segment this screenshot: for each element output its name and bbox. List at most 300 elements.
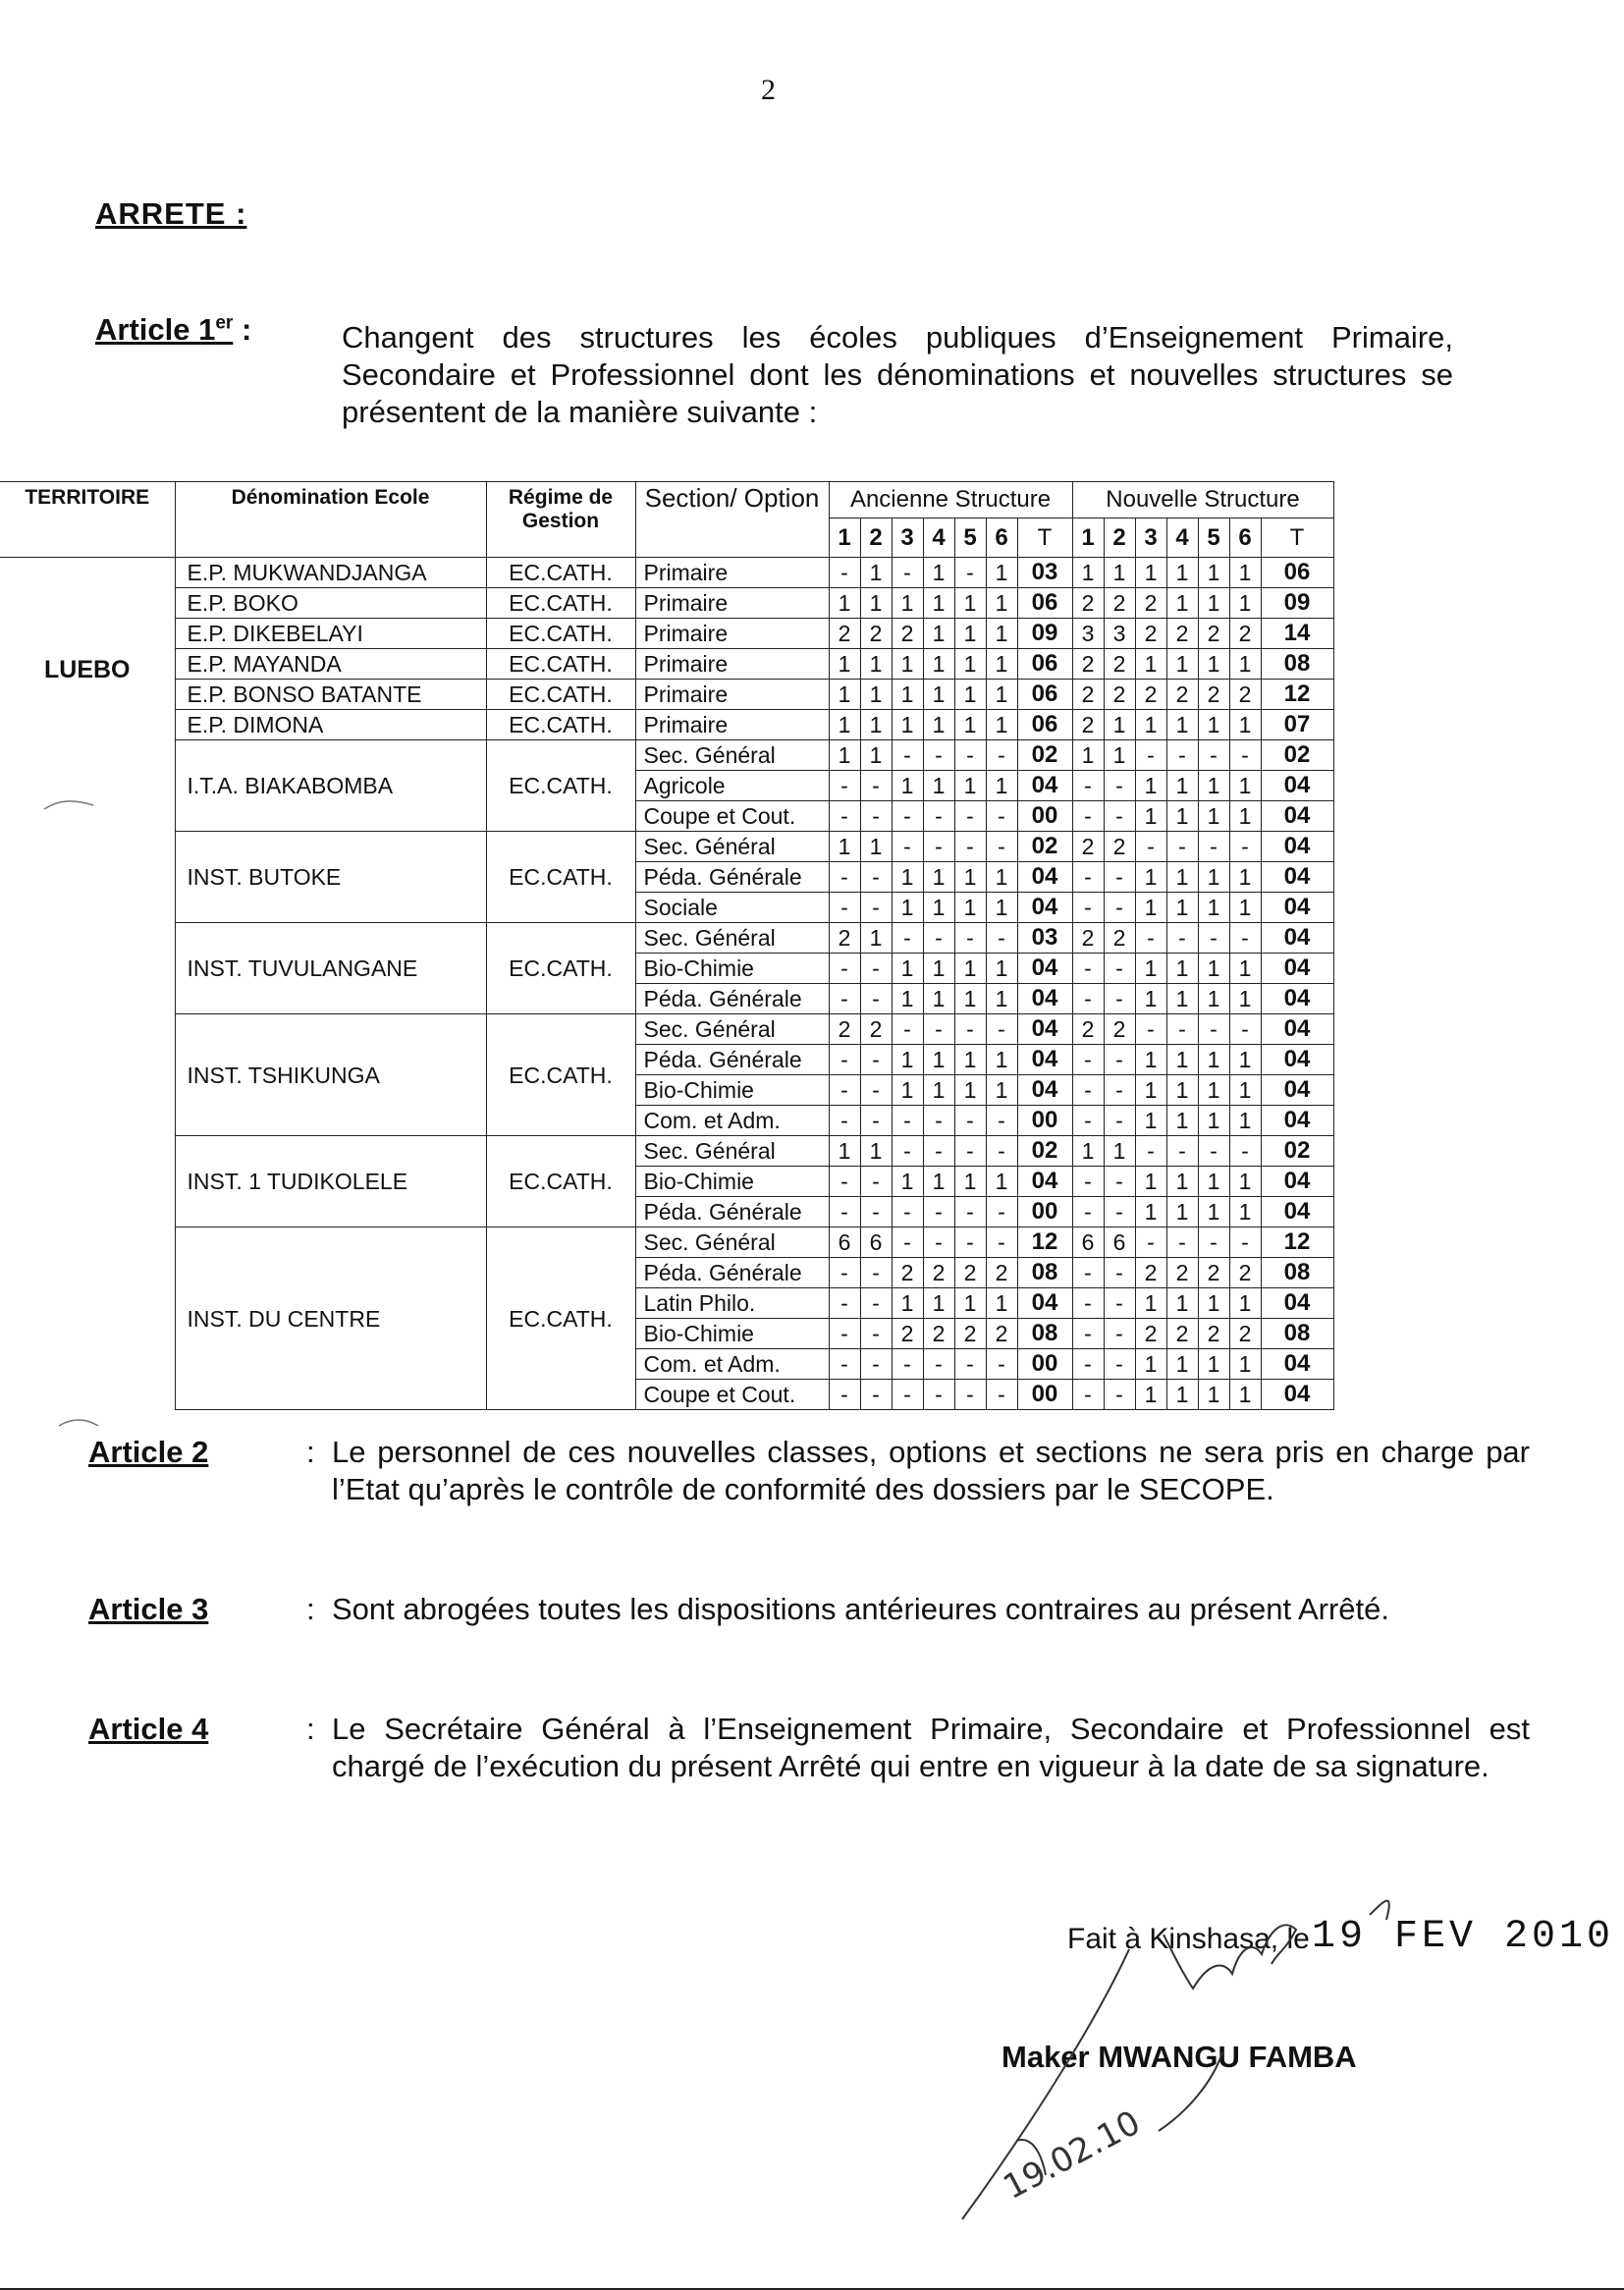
arrete-heading: ARRETE : xyxy=(95,196,247,231)
new-count-cell: 2 xyxy=(1198,1258,1229,1288)
old-count-cell: 1 xyxy=(829,832,860,862)
new-count-cell: 1 xyxy=(1166,893,1198,923)
old-count-cell: 1 xyxy=(954,588,986,619)
old-count-cell: 1 xyxy=(986,680,1017,710)
old-count-cell: 1 xyxy=(986,1075,1017,1106)
new-count-cell: - xyxy=(1135,923,1166,954)
header-old-col-6: 6 xyxy=(986,518,1017,558)
old-count-cell: 1 xyxy=(986,710,1017,740)
old-count-cell: - xyxy=(860,954,892,984)
school-name: INST. TSHIKUNGA xyxy=(175,1014,486,1136)
new-count-cell: 1 xyxy=(1072,558,1104,588)
school-regime: EC.CATH. xyxy=(486,710,635,740)
old-count-cell: 2 xyxy=(860,619,892,649)
new-count-cell: 1 xyxy=(1229,1106,1261,1136)
header-denomination: Dénomination Ecole xyxy=(175,482,486,558)
new-total-cell: 04 xyxy=(1261,862,1333,893)
old-count-cell: 1 xyxy=(954,893,986,923)
new-count-cell: - xyxy=(1104,1349,1135,1380)
old-count-cell: - xyxy=(954,740,986,771)
old-count-cell: 1 xyxy=(923,1288,954,1319)
header-regime: Régime de Gestion xyxy=(486,482,635,558)
new-count-cell: 1 xyxy=(1229,893,1261,923)
old-count-cell: 1 xyxy=(892,1045,923,1075)
new-count-cell: - xyxy=(1198,1136,1229,1167)
old-count-cell: - xyxy=(923,1227,954,1258)
old-count-cell: 1 xyxy=(923,558,954,588)
new-count-cell: 1 xyxy=(1198,893,1229,923)
old-count-cell: 1 xyxy=(954,649,986,680)
old-count-cell: - xyxy=(954,1227,986,1258)
old-total-cell: 12 xyxy=(1017,1227,1072,1258)
old-total-cell: 04 xyxy=(1017,954,1072,984)
old-count-cell: 1 xyxy=(923,862,954,893)
new-count-cell: 1 xyxy=(1229,1167,1261,1197)
old-count-cell: 1 xyxy=(892,649,923,680)
new-total-cell: 04 xyxy=(1261,1075,1333,1106)
new-count-cell: 1 xyxy=(1198,649,1229,680)
old-count-cell: 1 xyxy=(829,649,860,680)
new-total-cell: 04 xyxy=(1261,1106,1333,1136)
old-count-cell: 1 xyxy=(829,680,860,710)
new-count-cell: 1 xyxy=(1198,801,1229,832)
new-count-cell: 1 xyxy=(1135,1075,1166,1106)
new-total-cell: 04 xyxy=(1261,1167,1333,1197)
old-count-cell: 6 xyxy=(829,1227,860,1258)
old-count-cell: - xyxy=(986,1014,1017,1045)
section-option: Primaire xyxy=(635,588,829,619)
school-regime: EC.CATH. xyxy=(486,923,635,1014)
new-count-cell: 1 xyxy=(1166,1045,1198,1075)
old-total-cell: 04 xyxy=(1017,1167,1072,1197)
new-count-cell: 1 xyxy=(1198,1167,1229,1197)
school-regime: EC.CATH. xyxy=(486,1136,635,1227)
header-new-col-3: 3 xyxy=(1135,518,1166,558)
old-total-cell: 04 xyxy=(1017,1075,1072,1106)
new-count-cell: 1 xyxy=(1135,801,1166,832)
old-count-cell: 1 xyxy=(986,954,1017,984)
old-count-cell: - xyxy=(954,832,986,862)
old-count-cell: 1 xyxy=(923,984,954,1014)
old-count-cell: - xyxy=(986,801,1017,832)
old-count-cell: - xyxy=(923,1136,954,1167)
old-count-cell: 1 xyxy=(986,558,1017,588)
page-number: 2 xyxy=(761,74,776,106)
new-count-cell: 1 xyxy=(1166,588,1198,619)
old-count-cell: - xyxy=(829,1106,860,1136)
old-count-cell: 2 xyxy=(860,1014,892,1045)
new-count-cell: - xyxy=(1135,1014,1166,1045)
new-count-cell: 1 xyxy=(1166,649,1198,680)
new-count-cell: 1 xyxy=(1198,771,1229,801)
new-count-cell: - xyxy=(1104,984,1135,1014)
old-count-cell: - xyxy=(954,1014,986,1045)
new-count-cell: 1 xyxy=(1229,1349,1261,1380)
new-total-cell: 04 xyxy=(1261,1288,1333,1319)
new-count-cell: - xyxy=(1072,1045,1104,1075)
school-name: E.P. BONSO BATANTE xyxy=(175,680,486,710)
old-count-cell: 1 xyxy=(892,588,923,619)
section-option: Primaire xyxy=(635,710,829,740)
new-count-cell: - xyxy=(1135,740,1166,771)
section-option: Primaire xyxy=(635,649,829,680)
section-option: Bio-Chimie xyxy=(635,954,829,984)
old-count-cell: - xyxy=(892,923,923,954)
new-count-cell: 1 xyxy=(1166,771,1198,801)
new-count-cell: - xyxy=(1104,801,1135,832)
old-count-cell: 1 xyxy=(954,680,986,710)
new-count-cell: 1 xyxy=(1229,862,1261,893)
new-count-cell: - xyxy=(1104,1380,1135,1410)
new-count-cell: 2 xyxy=(1072,588,1104,619)
new-count-cell: - xyxy=(1072,771,1104,801)
old-total-cell: 04 xyxy=(1017,1045,1072,1075)
new-total-cell: 04 xyxy=(1261,984,1333,1014)
new-count-cell: - xyxy=(1104,862,1135,893)
new-count-cell: 1 xyxy=(1229,649,1261,680)
new-total-cell: 08 xyxy=(1261,1258,1333,1288)
school-regime: EC.CATH. xyxy=(486,1014,635,1136)
new-count-cell: 1 xyxy=(1104,558,1135,588)
new-count-cell: 1 xyxy=(1135,771,1166,801)
old-total-cell: 06 xyxy=(1017,588,1072,619)
new-count-cell: 1 xyxy=(1198,862,1229,893)
old-count-cell: 1 xyxy=(829,588,860,619)
new-count-cell: 2 xyxy=(1104,923,1135,954)
old-count-cell: 1 xyxy=(954,1167,986,1197)
new-count-cell: 1 xyxy=(1166,558,1198,588)
old-count-cell: - xyxy=(923,923,954,954)
old-count-cell: 1 xyxy=(954,1045,986,1075)
old-count-cell: - xyxy=(860,1319,892,1349)
old-total-cell: 02 xyxy=(1017,740,1072,771)
old-count-cell: - xyxy=(986,923,1017,954)
old-count-cell: - xyxy=(954,1380,986,1410)
old-count-cell: - xyxy=(986,1136,1017,1167)
new-total-cell: 02 xyxy=(1261,1136,1333,1167)
old-count-cell: 1 xyxy=(986,1288,1017,1319)
old-count-cell: 1 xyxy=(954,862,986,893)
old-count-cell: 1 xyxy=(923,710,954,740)
new-count-cell: - xyxy=(1072,1197,1104,1227)
new-count-cell: 1 xyxy=(1198,1045,1229,1075)
header-old-col-1: 1 xyxy=(829,518,860,558)
new-count-cell: 2 xyxy=(1135,680,1166,710)
new-total-cell: 04 xyxy=(1261,1045,1333,1075)
article-2-label: Article 2 xyxy=(88,1435,209,1469)
new-count-cell: - xyxy=(1229,1227,1261,1258)
header-old-col-4: 4 xyxy=(923,518,954,558)
old-count-cell: - xyxy=(829,1197,860,1227)
old-count-cell: 2 xyxy=(892,619,923,649)
section-option: Sec. Général xyxy=(635,740,829,771)
new-count-cell: 1 xyxy=(1072,1136,1104,1167)
old-count-cell: 1 xyxy=(923,588,954,619)
school-name: E.P. MUKWANDJANGA xyxy=(175,558,486,588)
old-count-cell: 1 xyxy=(892,680,923,710)
old-count-cell: - xyxy=(923,1014,954,1045)
section-option: Péda. Générale xyxy=(635,862,829,893)
new-count-cell: 1 xyxy=(1166,862,1198,893)
new-count-cell: - xyxy=(1198,923,1229,954)
school-name: E.P. DIMONA xyxy=(175,710,486,740)
school-regime: EC.CATH. xyxy=(486,1227,635,1410)
old-count-cell: - xyxy=(954,801,986,832)
old-count-cell: 1 xyxy=(923,1167,954,1197)
old-count-cell: - xyxy=(860,1288,892,1319)
new-count-cell: 1 xyxy=(1135,1380,1166,1410)
new-count-cell: - xyxy=(1229,1014,1261,1045)
old-count-cell: 1 xyxy=(860,680,892,710)
new-total-cell: 04 xyxy=(1261,923,1333,954)
new-count-cell: - xyxy=(1072,984,1104,1014)
new-count-cell: 1 xyxy=(1198,1349,1229,1380)
section-option: Latin Philo. xyxy=(635,1288,829,1319)
new-count-cell: 1 xyxy=(1198,588,1229,619)
new-count-cell: - xyxy=(1072,1319,1104,1349)
old-count-cell: - xyxy=(860,801,892,832)
old-count-cell: 1 xyxy=(892,710,923,740)
new-count-cell: 1 xyxy=(1135,1349,1166,1380)
new-count-cell: - xyxy=(1198,832,1229,862)
new-count-cell: 1 xyxy=(1229,588,1261,619)
new-count-cell: - xyxy=(1198,740,1229,771)
new-count-cell: - xyxy=(1072,1106,1104,1136)
new-count-cell: - xyxy=(1104,1258,1135,1288)
new-count-cell: 1 xyxy=(1198,954,1229,984)
new-count-cell: 2 xyxy=(1135,619,1166,649)
new-count-cell: - xyxy=(1166,1136,1198,1167)
new-count-cell: 1 xyxy=(1135,1167,1166,1197)
header-ancienne-structure: Ancienne Structure xyxy=(829,482,1072,518)
old-total-cell: 02 xyxy=(1017,1136,1072,1167)
old-total-cell: 06 xyxy=(1017,680,1072,710)
new-count-cell: 1 xyxy=(1229,1197,1261,1227)
old-total-cell: 04 xyxy=(1017,1014,1072,1045)
new-count-cell: 2 xyxy=(1229,1258,1261,1288)
section-option: Péda. Générale xyxy=(635,984,829,1014)
new-count-cell: 2 xyxy=(1135,1319,1166,1349)
new-count-cell: 2 xyxy=(1072,832,1104,862)
old-count-cell: 1 xyxy=(923,893,954,923)
old-count-cell: 1 xyxy=(860,649,892,680)
old-total-cell: 08 xyxy=(1017,1258,1072,1288)
new-count-cell: 1 xyxy=(1229,1288,1261,1319)
section-option: Bio-Chimie xyxy=(635,1167,829,1197)
new-count-cell: 1 xyxy=(1072,740,1104,771)
new-total-cell: 04 xyxy=(1261,801,1333,832)
old-count-cell: - xyxy=(829,862,860,893)
header-territoire: TERRITOIRE xyxy=(0,482,175,558)
section-option: Com. et Adm. xyxy=(635,1349,829,1380)
new-count-cell: 1 xyxy=(1198,984,1229,1014)
new-count-cell: 2 xyxy=(1229,680,1261,710)
new-count-cell: 1 xyxy=(1135,710,1166,740)
new-count-cell: 1 xyxy=(1135,1106,1166,1136)
new-count-cell: 1 xyxy=(1166,1075,1198,1106)
old-count-cell: - xyxy=(829,984,860,1014)
section-option: Péda. Générale xyxy=(635,1258,829,1288)
old-count-cell: 1 xyxy=(923,619,954,649)
new-count-cell: 1 xyxy=(1198,1106,1229,1136)
old-count-cell: - xyxy=(986,1349,1017,1380)
old-count-cell: - xyxy=(986,832,1017,862)
new-count-cell: 1 xyxy=(1135,984,1166,1014)
new-count-cell: 1 xyxy=(1229,984,1261,1014)
new-count-cell: 2 xyxy=(1135,588,1166,619)
signatory-name: Maker MWANGU FAMBA xyxy=(1001,2040,1357,2074)
new-count-cell: - xyxy=(1104,1075,1135,1106)
old-count-cell: 1 xyxy=(923,771,954,801)
article-3-label: Article 3 xyxy=(88,1592,209,1626)
old-count-cell: 1 xyxy=(986,1045,1017,1075)
old-total-cell: 09 xyxy=(1017,619,1072,649)
old-count-cell: 1 xyxy=(954,954,986,984)
new-count-cell: 1 xyxy=(1229,801,1261,832)
new-count-cell: - xyxy=(1104,771,1135,801)
new-count-cell: - xyxy=(1072,1075,1104,1106)
old-count-cell: 2 xyxy=(829,619,860,649)
header-new-col-1: 1 xyxy=(1072,518,1104,558)
old-count-cell: 1 xyxy=(986,649,1017,680)
old-count-cell: 1 xyxy=(986,862,1017,893)
new-count-cell: 2 xyxy=(1198,1319,1229,1349)
new-count-cell: - xyxy=(1166,1014,1198,1045)
old-count-cell: - xyxy=(860,862,892,893)
new-count-cell: - xyxy=(1072,862,1104,893)
old-count-cell: - xyxy=(923,1106,954,1136)
old-count-cell: 1 xyxy=(892,1167,923,1197)
new-count-cell: 1 xyxy=(1166,1167,1198,1197)
old-count-cell: - xyxy=(829,1288,860,1319)
old-count-cell: - xyxy=(986,1227,1017,1258)
old-count-cell: - xyxy=(829,801,860,832)
new-count-cell: 1 xyxy=(1135,558,1166,588)
new-count-cell: 3 xyxy=(1072,619,1104,649)
old-count-cell: 1 xyxy=(986,893,1017,923)
article-2-text: Le personnel de ces nouvelles classes, options et sections ne sera pris en charge par l’Etat qu’après le contrôle de conformité des dossiers par le SECOPE. xyxy=(332,1435,1530,1506)
school-name: INST. DU CENTRE xyxy=(175,1227,486,1410)
old-count-cell: 1 xyxy=(829,710,860,740)
new-count-cell: - xyxy=(1166,923,1198,954)
old-count-cell: - xyxy=(860,984,892,1014)
article-3-text: Sont abrogées toutes les dispositions antérieures contraires au présent Arrêté. xyxy=(332,1592,1390,1626)
old-total-cell: 00 xyxy=(1017,1349,1072,1380)
new-total-cell: 04 xyxy=(1261,1014,1333,1045)
old-count-cell: 1 xyxy=(954,984,986,1014)
new-count-cell: 1 xyxy=(1166,1106,1198,1136)
old-total-cell: 03 xyxy=(1017,923,1072,954)
old-count-cell: 1 xyxy=(892,1075,923,1106)
section-option: Coupe et Cout. xyxy=(635,1380,829,1410)
old-total-cell: 06 xyxy=(1017,649,1072,680)
old-count-cell: 1 xyxy=(986,619,1017,649)
new-count-cell: 1 xyxy=(1135,954,1166,984)
old-total-cell: 08 xyxy=(1017,1319,1072,1349)
school-name: I.T.A. BIAKABOMBA xyxy=(175,740,486,832)
old-count-cell: 1 xyxy=(986,771,1017,801)
new-total-cell: 07 xyxy=(1261,710,1333,740)
new-count-cell: - xyxy=(1104,1319,1135,1349)
new-count-cell: 1 xyxy=(1229,710,1261,740)
new-count-cell: 2 xyxy=(1104,1014,1135,1045)
new-count-cell: 1 xyxy=(1229,558,1261,588)
new-count-cell: 1 xyxy=(1198,1197,1229,1227)
section-option: Sec. Général xyxy=(635,1227,829,1258)
old-count-cell: - xyxy=(923,740,954,771)
new-count-cell: 2 xyxy=(1229,619,1261,649)
old-count-cell: 1 xyxy=(892,1288,923,1319)
new-count-cell: 1 xyxy=(1198,1288,1229,1319)
article-4-colon: : xyxy=(306,1712,315,1746)
new-count-cell: 2 xyxy=(1135,1258,1166,1288)
new-count-cell: 2 xyxy=(1104,649,1135,680)
new-count-cell: 1 xyxy=(1104,710,1135,740)
new-total-cell: 04 xyxy=(1261,893,1333,923)
old-total-cell: 00 xyxy=(1017,1106,1072,1136)
new-count-cell: 3 xyxy=(1104,619,1135,649)
new-count-cell: - xyxy=(1072,1258,1104,1288)
new-count-cell: 1 xyxy=(1135,1288,1166,1319)
new-count-cell: 1 xyxy=(1104,740,1135,771)
old-count-cell: 1 xyxy=(829,1136,860,1167)
new-total-cell: 04 xyxy=(1261,832,1333,862)
section-option: Coupe et Cout. xyxy=(635,801,829,832)
old-count-cell: - xyxy=(923,832,954,862)
old-count-cell: - xyxy=(829,558,860,588)
article-3-colon: : xyxy=(306,1592,315,1626)
old-count-cell: - xyxy=(860,1106,892,1136)
new-count-cell: 1 xyxy=(1229,954,1261,984)
new-count-cell: - xyxy=(1072,1349,1104,1380)
new-count-cell: 6 xyxy=(1072,1227,1104,1258)
old-count-cell: - xyxy=(829,1349,860,1380)
new-count-cell: - xyxy=(1198,1227,1229,1258)
old-count-cell: 2 xyxy=(986,1258,1017,1288)
header-section: Section/ Option xyxy=(635,482,829,558)
new-count-cell: 1 xyxy=(1135,862,1166,893)
new-count-cell: 1 xyxy=(1229,1075,1261,1106)
section-option: Bio-Chimie xyxy=(635,1075,829,1106)
new-count-cell: 1 xyxy=(1198,710,1229,740)
new-count-cell: 2 xyxy=(1072,923,1104,954)
new-count-cell: 1 xyxy=(1104,1136,1135,1167)
old-count-cell: - xyxy=(829,1075,860,1106)
new-count-cell: 6 xyxy=(1104,1227,1135,1258)
old-count-cell: - xyxy=(860,1349,892,1380)
old-count-cell: 1 xyxy=(986,984,1017,1014)
old-count-cell: - xyxy=(954,1136,986,1167)
new-count-cell: 2 xyxy=(1072,680,1104,710)
new-count-cell: - xyxy=(1104,1167,1135,1197)
new-total-cell: 12 xyxy=(1261,680,1333,710)
old-count-cell: - xyxy=(829,1319,860,1349)
section-option: Com. et Adm. xyxy=(635,1106,829,1136)
header-nouvelle-structure: Nouvelle Structure xyxy=(1072,482,1333,518)
old-count-cell: - xyxy=(892,1197,923,1227)
old-count-cell: - xyxy=(923,1380,954,1410)
old-count-cell: 1 xyxy=(954,771,986,801)
article-1-text: Changent des structures les écoles publiques d’Enseignement Primaire, Secondaire et Professionnel dont les dénominations et nouvelles structures se présentent de la manière suivante : xyxy=(342,320,1453,429)
new-count-cell: 2 xyxy=(1166,680,1198,710)
old-count-cell: - xyxy=(986,1197,1017,1227)
new-count-cell: 1 xyxy=(1229,1380,1261,1410)
school-name: E.P. BOKO xyxy=(175,588,486,619)
old-count-cell: - xyxy=(829,1045,860,1075)
handwritten-date: 19.02.10 xyxy=(997,2102,1147,2208)
old-total-cell: 00 xyxy=(1017,1197,1072,1227)
old-count-cell: - xyxy=(860,1075,892,1106)
